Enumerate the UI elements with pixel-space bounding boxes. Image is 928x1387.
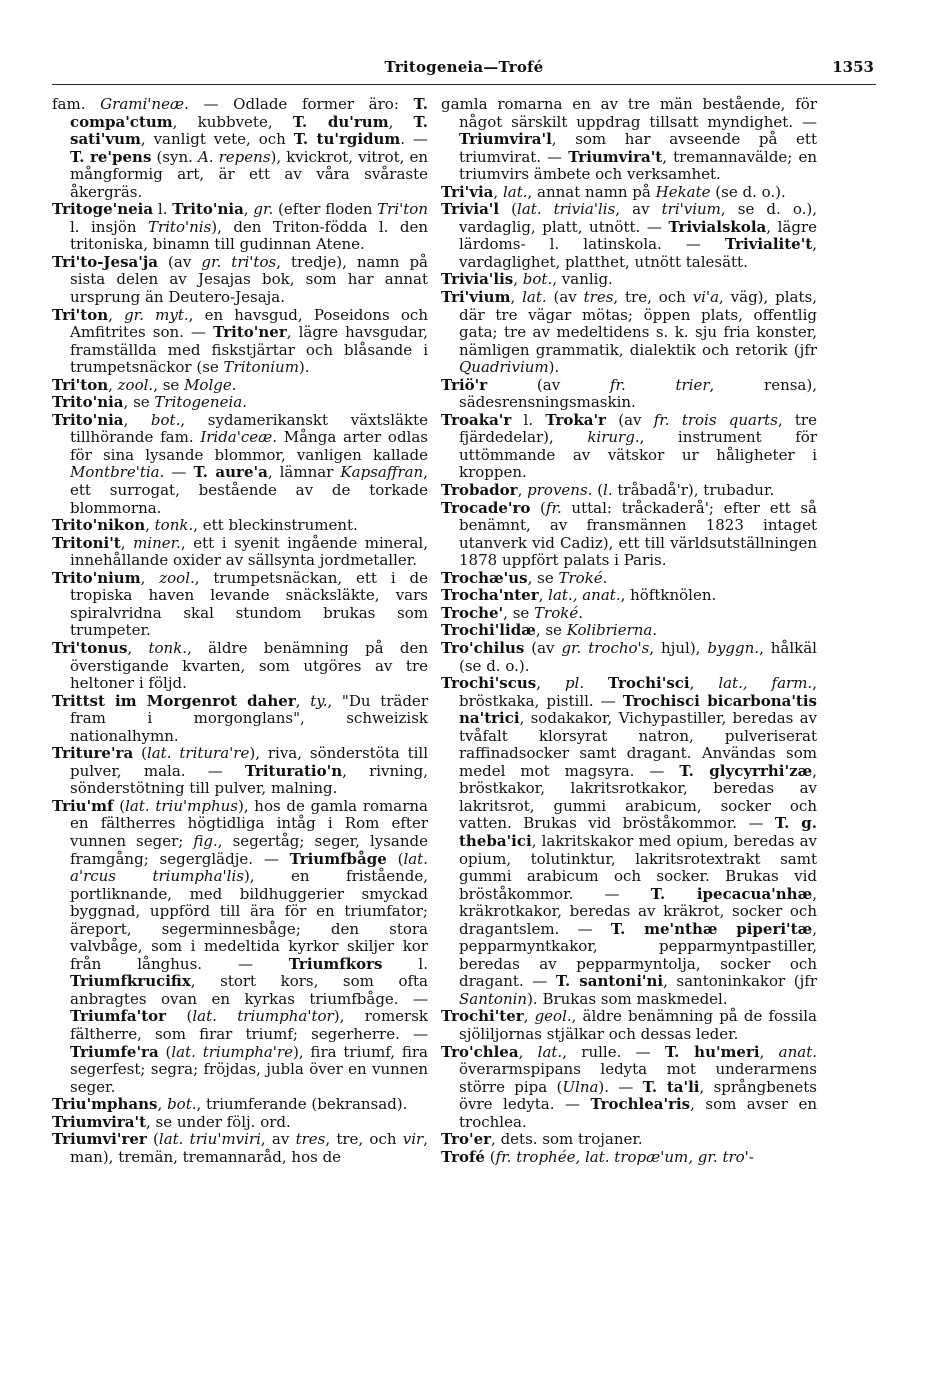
dictionary-entry — [52, 745, 428, 798]
entry-text: ), en fristående, portliknande, med bildhuggerier smyckad byggnad, uppförd till ära för en triumfator; äreport, segerminnesbåge; den stora valvbåge, som i medeltida kyrkor skiljer kor från långhus. — — [70, 867, 428, 973]
entry-italic-text: vir — [402, 1130, 424, 1149]
entry-headword: Triumfbåge — [289, 849, 387, 868]
dictionary-entry — [52, 640, 428, 693]
entry-text: , lämnar — [267, 463, 341, 482]
entry-text: gamla romarna en av tre män bestående, för något särskilt uppdrag tillsatt myndighet. — — [441, 95, 817, 131]
entry-text: , sydamerikanskt växtsläkte tillhörande fam. — [70, 410, 428, 447]
entry-italic-text: tonk. — [154, 516, 194, 535]
entry-italic-text: bot. — [522, 270, 553, 289]
entry-text: ( — [592, 481, 604, 500]
entry-italic-text: Kolibrierna — [566, 621, 653, 640]
entry-text: l. — [153, 200, 173, 219]
entry-text: , språngbenets övre ledyta. — — [459, 1077, 817, 1114]
entry-text: (av — [605, 410, 654, 429]
entry-italic-text: zool. — [159, 568, 195, 587]
entry-text: , av — [260, 1130, 296, 1149]
entry-text: ( — [530, 498, 546, 517]
entry-text: , se — [123, 393, 155, 412]
dictionary-entry — [441, 289, 817, 377]
entry-headword: Trito'nia — [52, 410, 124, 429]
entry-text: , santoninkakor (jfr — [663, 972, 817, 991]
dictionary-entry — [52, 1131, 428, 1166]
entry-headword: Trito'nia — [52, 393, 124, 412]
entry-italic-text: Irida'ceæ — [200, 428, 273, 447]
dictionary-entry — [52, 201, 428, 254]
header-rule — [52, 84, 876, 85]
entry-headword: Triumfkrucifix — [70, 972, 191, 991]
dictionary-entry — [441, 482, 817, 500]
right-column — [441, 96, 817, 1166]
left-column — [52, 96, 428, 1166]
entry-text: överarmspipans ledyta mot underarmens större pipa ( — [459, 1060, 817, 1096]
entry-headword: Trito'nia — [172, 200, 244, 219]
entry-text: , se under följ. ord. — [146, 1112, 291, 1131]
entry-italic-text: provens. — [527, 481, 593, 500]
dictionary-entry — [52, 96, 428, 201]
entry-headword: T. me'nthæ piperi'tæ — [610, 919, 813, 938]
entry-headword: Trito'ner — [213, 323, 287, 342]
entry-text: , se — [153, 375, 185, 394]
entry-italic-text: zool. — [117, 375, 154, 394]
entry-italic-text: lat. a'rcus triumpha'lis — [70, 849, 428, 886]
entry-text: ( — [499, 200, 518, 219]
entry-italic-text: tres — [583, 288, 614, 307]
entry-italic-text: lat., farm. — [718, 674, 813, 693]
entry-text: ). — — [598, 1077, 643, 1096]
entry-text: , tre, och — [325, 1130, 403, 1149]
dictionary-entry — [52, 798, 428, 1096]
entry-text: , dets. som trojaner. — [491, 1130, 643, 1149]
entry-text: ). Brukas som maskmedel. — [527, 989, 728, 1008]
entry-headword: Trito'nikon — [52, 516, 146, 535]
entry-italic-text: l. — [603, 481, 613, 500]
dictionary-entry — [52, 535, 428, 570]
entry-italic-text: Quadrivium — [459, 358, 549, 377]
entry-italic-text: Troké — [558, 568, 603, 587]
entry-headword: T. re'pens — [70, 147, 152, 166]
entry-text: . — [578, 603, 584, 622]
entry-text: . — [602, 568, 608, 587]
dictionary-entry — [441, 587, 817, 605]
entry-text: , — [538, 586, 549, 605]
dictionary-entry — [441, 570, 817, 588]
entry-italic-text: ty. — [310, 691, 328, 710]
entry-italic-text: Ulna — [562, 1077, 599, 1096]
entry-headword: Triu'mf — [52, 796, 114, 815]
entry-italic-text: Tritonium — [223, 358, 299, 377]
entry-text: , vanlig. — [552, 270, 613, 289]
entry-text: (av — [487, 375, 610, 394]
entry-headword: Troaka'r — [441, 410, 512, 429]
entry-text: , kräkrotkakor, beredas av kräkrot, socker och dragantslem. — — [459, 884, 817, 938]
entry-text: , vardaglighet, platthet, utnött talesätt. — [459, 235, 817, 271]
entry-headword: Trivialite't — [725, 235, 813, 254]
entry-text: tråbadå'r), trubadur. — [612, 481, 775, 500]
entry-text: , rulle. — — [562, 1042, 665, 1061]
dictionary-entry — [441, 1044, 817, 1132]
dictionary-entry — [52, 394, 428, 412]
dictionary-entry — [441, 412, 817, 482]
entry-headword: Trituratio'n — [244, 761, 343, 780]
entry-text: , — [123, 410, 151, 429]
entry-headword: Triumvi'rer — [52, 1130, 147, 1149]
entry-text: , äldre benämning på de fossila sjöliljornas stjälkar och dessas leder. — [459, 1007, 817, 1043]
dictionary-entry — [52, 1096, 428, 1114]
entry-text: . — [652, 621, 658, 640]
entry-text: , äldre benämning på den överstigande kvarten, som utgöres av tre heltoner i följd. — [70, 638, 428, 693]
entry-headword: T. aure'a — [193, 463, 268, 482]
entry-headword: Trochæ'us — [441, 568, 528, 587]
entry-headword: Triture'ra — [52, 744, 134, 763]
dictionary-entry — [441, 605, 817, 623]
entry-text: ), riva, sönderstöta till pulver, mala. — — [70, 744, 429, 780]
entry-text: , — [140, 568, 160, 587]
entry-text: , — [759, 1042, 779, 1061]
dictionary-entry — [52, 570, 428, 640]
entry-text: , väg), plats, där tre vägar mötas; öppen plats, offentlig gata; tre av medeltidens s. k. sju fria konster, nämligen grammatik, dialektik och retorik (jfr — [459, 288, 817, 359]
entry-headword: Trito'nium — [52, 568, 141, 587]
entry-text: ( — [386, 849, 404, 868]
entry-headword: Tro'chlea — [441, 1042, 519, 1061]
entry-text: . Många arter odlas för sina lysande blommor, vanligen kallade — [70, 428, 428, 464]
entry-text: , lakritskakor med opium, beredas av opium, tolutinktur, lakritsrotextrakt samt gummi arabicum och socker. Brukas vid bröståkommor. — — [459, 831, 817, 903]
entry-text: , pepparmyntkakor, pepparmyntpastiller, beredas av pepparmyntolja, socker och dragant. — — [459, 919, 817, 991]
entry-text: ( — [166, 1007, 193, 1026]
entry-text: , ett i syenit ingående mineral, innehållande oxider av sällsynta jordmetaller. — [70, 533, 428, 570]
entry-text: , — [108, 375, 118, 394]
entry-text: , tremannavälde; en triumvirs ämbete och verksamhet. — [459, 147, 817, 184]
dictionary-entry — [441, 271, 817, 289]
entry-text: (av — [157, 252, 202, 271]
entry-text: , lägre havsgudar, framställda med fiskstjärtar och blåsande i trumpetsnäckor (se — [70, 323, 428, 377]
entry-italic-text: Tritogeneia — [154, 393, 243, 412]
entry-text: , — [295, 691, 311, 710]
entry-headword: Trochi'lidæ — [441, 621, 536, 640]
entry-italic-text: pl. — [564, 674, 585, 693]
entry-italic-text: lat. trivia'lis — [517, 200, 616, 219]
entry-italic-text: gr. myt. — [124, 305, 189, 324]
entry-italic-text: Kapsaffran — [340, 463, 424, 482]
dictionary-entry — [441, 1149, 817, 1167]
entry-text: ), fira triumf, fira segerfest; segra; fröjdas, jubla över en vunnen seger. — [70, 1042, 428, 1096]
entry-italic-text: fr. trois quarts — [653, 410, 778, 429]
entry-text: , trumpetsnäckan, ett i de tropiska haven levande snäcksläkte, vars spiralvridna skal stundom brukas som trumpeter. — [70, 568, 428, 640]
entry-italic-text: lat. triumpha'tor — [192, 1007, 334, 1026]
entry-text: ), hos de gamla romarna en fältherres högtidliga intåg i Rom efter vunnen seger; — [70, 796, 428, 850]
entry-text: , tre fjärdedelar), — [459, 410, 817, 447]
entry-text: , bröstkakor, lakritsrotkakor, beredas av lakritsrot, gummi arabicum, socker och vatten. Brukas vid bröståkommor. — — [459, 761, 817, 833]
entry-text: , — [108, 305, 125, 324]
entry-headword: Trobador — [441, 481, 518, 500]
entry-text: ( — [158, 1042, 172, 1061]
entry-italic-text: bot. — [150, 410, 181, 429]
entry-text: l. — [511, 410, 546, 429]
entry-italic-text: gr. tri'tos — [201, 252, 277, 271]
entry-text: , hålkäl (se d. o.). — [459, 638, 817, 675]
entry-text: ( — [133, 744, 147, 763]
entry-text: , annat namn på — [527, 182, 656, 201]
dictionary-entry — [52, 377, 428, 395]
entry-italic-text: lat. triumpha're — [171, 1042, 293, 1061]
entry-headword: Tro'er — [441, 1130, 492, 1149]
entry-text: , stort kors, som ofta anbragtes ovan en kyrkas triumfbåge. — — [70, 972, 428, 1008]
dictionary-entry — [441, 622, 817, 640]
dictionary-entry — [52, 517, 428, 535]
entry-italic-text: Montbre'tia — [70, 463, 160, 482]
entry-text: , hjul), — [649, 638, 708, 657]
entry-headword: Trivialskola — [668, 217, 767, 236]
entry-text: . — — [159, 463, 194, 482]
entry-text: , — [243, 200, 254, 219]
entry-text: , — [493, 182, 503, 201]
entry-headword: T. ipecacua'nhæ — [650, 884, 813, 903]
entry-headword: Triumvira'l — [459, 130, 552, 149]
entry-text: (syn. — [151, 147, 198, 166]
entry-headword: Troche' — [441, 603, 504, 622]
entry-italic-text: fr. trier — [609, 375, 710, 394]
entry-headword: Triu'mphans — [52, 1095, 158, 1114]
entry-headword: T. glycyrrhi'zæ — [679, 761, 813, 780]
entry-text: , se — [535, 621, 567, 640]
entry-headword: Troka'r — [545, 410, 606, 429]
entry-headword: Triumvira't — [52, 1112, 147, 1131]
dictionary-entry — [52, 412, 428, 517]
entry-headword: Tri'tonus — [52, 638, 128, 657]
dictionary-entry — [441, 184, 817, 202]
entry-italic-text: fr. trophée, lat. tropæ'um, gr. tro'- — [495, 1147, 754, 1166]
page-number: 1353 — [832, 58, 874, 76]
dictionary-entry — [441, 1131, 817, 1149]
entry-headword: Triumfkors — [288, 954, 383, 973]
entry-italic-text: Hekate — [655, 182, 711, 201]
entry-text: fam. — [52, 95, 101, 113]
entry-headword: Tritoni't — [52, 533, 121, 552]
entry-headword: Tritoge'neia — [52, 200, 154, 219]
entry-italic-text: tri'vium — [661, 200, 721, 219]
entry-italic-text: lat. triu'mviri — [158, 1130, 261, 1149]
entry-italic-text: tres — [295, 1130, 326, 1149]
dictionary-entry — [441, 96, 817, 184]
entry-headword: Trochi'scus — [441, 674, 537, 693]
entry-text: , rensa), sädesrensningsmaskin. — [459, 375, 817, 412]
entry-headword: T. hu'meri — [664, 1042, 760, 1061]
entry-text: , ett surrogat, bestående av de torkade blommorna. — [70, 463, 428, 517]
dictionary-entry — [441, 377, 817, 412]
entry-italic-text: kirurg. — [587, 428, 640, 447]
entry-italic-text: fig. — [193, 831, 218, 850]
entry-text: , se — [527, 568, 559, 587]
entry-text: , sodakakor, Vichypastiller, beredas av tvåfalt klorsyrat natron, pulveriserat raffinadsocker samt dragant. Användas som medel mot magsyra. — — [459, 709, 817, 780]
entry-headword: Triumfe'ra — [70, 1042, 159, 1061]
entry-text: , kubbvete, — [172, 112, 293, 131]
entry-headword: T. tu'rgidum — [293, 130, 401, 149]
entry-text: , "Du träder fram i morgonglans", schweizisk nationalhymn. — [70, 691, 428, 745]
entry-italic-text: vi'a — [692, 288, 720, 307]
entry-headword: Trochi'ter — [441, 1007, 524, 1026]
entry-text: , av — [615, 200, 662, 219]
entry-text: , som avser en trochlea. — [459, 1095, 817, 1131]
entry-italic-text: bot. — [167, 1095, 197, 1114]
entry-text: (av — [546, 288, 584, 307]
entry-text: , segertåg; seger, lysande framgång; segerglädje. — — [70, 831, 428, 868]
dictionary-entry — [441, 201, 817, 271]
entry-headword: Trochlea'ris — [590, 1095, 691, 1114]
entry-text: , ett bleckinstrument. — [193, 516, 358, 535]
dictionary-entry — [441, 1008, 817, 1043]
entry-text: . — — [400, 130, 428, 149]
entry-text: , se d. o.), vardaglig, platt, utnött. — — [459, 200, 817, 236]
entry-text: , — [518, 1042, 538, 1061]
dictionary-entry — [52, 307, 428, 377]
entry-italic-text: lat. — [537, 1042, 563, 1061]
entry-headword: Trofé — [441, 1147, 485, 1166]
entry-italic-text: Troké — [534, 603, 579, 622]
entry-text: ( — [113, 796, 126, 815]
dictionary-entry — [441, 500, 817, 570]
entry-headword: Trocha'nter — [441, 586, 539, 605]
entry-italic-text: gr. trocho's — [561, 638, 650, 657]
entry-italic-text: lat., anat. — [548, 586, 621, 605]
entry-text: , instrument för uttömmande av vätskor ur håligheter i kroppen. — [459, 428, 817, 482]
entry-italic-text: Tri'ton — [377, 200, 428, 219]
entry-headword: Tro'chilus — [441, 638, 525, 657]
entry-italic-text: byggn. — [707, 638, 760, 657]
entry-headword: T. compa'ctum — [70, 95, 428, 131]
running-header-title: Tritogeneia—Trofé — [384, 58, 544, 76]
entry-italic-text: tonk. — [148, 638, 188, 657]
entry-italic-text: A. repens — [197, 147, 271, 166]
entry-text: , triumferande (bekransad). — [196, 1095, 408, 1114]
entry-headword: Trivia'lis — [441, 270, 514, 289]
entry-text: , tre, och — [613, 288, 693, 307]
entry-headword: T. santoni'ni — [555, 972, 664, 991]
entry-text: ). — [298, 358, 310, 377]
entry-text: , vanligt vete, och — [140, 130, 294, 149]
entry-italic-text: Molge — [184, 375, 232, 394]
entry-headword: T. du'rum — [292, 112, 389, 131]
entry-italic-text: lat. triu'mphus — [125, 796, 238, 815]
entry-text: , — [536, 674, 565, 693]
entry-headword: Tri'ton — [52, 305, 109, 324]
entry-text: , — [513, 270, 523, 289]
entry-headword: Tri'ton — [52, 375, 109, 394]
entry-headword: Trittst im Morgenrot daher — [52, 691, 296, 710]
entry-italic-text: fr. — [545, 498, 562, 517]
entry-text: , tredje), namn på sista delen av Jesajas bok, som har annat ursprung än Deutero-Jesaja. — [70, 252, 428, 307]
entry-text: , en havsgud, Poseidons och Amfitrites son. — — [70, 305, 428, 342]
entry-text: , man), tremän, tremannaråd, hos de — [70, 1130, 428, 1166]
entry-text: (se d. o.). — [710, 182, 786, 201]
entry-headword: Tri'vium — [441, 288, 511, 307]
entry-text: , — [157, 1095, 168, 1114]
entry-headword: Tri'to-Jesa'ja — [52, 252, 158, 271]
dictionary-entry — [52, 254, 428, 307]
entry-text: . — [242, 393, 247, 412]
entry-italic-text: lat. — [522, 288, 547, 307]
entry-text: l. insjön — [70, 217, 148, 236]
entry-headword: Triö'r — [441, 375, 488, 394]
entry-italic-text: geol. — [534, 1007, 572, 1026]
entry-text: , — [145, 516, 155, 535]
entry-italic-text: anat. — [778, 1042, 817, 1061]
entry-text: ( — [146, 1130, 159, 1149]
entry-italic-text: Grami'neæ — [100, 95, 185, 113]
entry-headword: Tri'via — [441, 182, 494, 201]
entry-text: (efter floden — [273, 200, 378, 219]
entry-headword: Trocade'ro — [441, 498, 531, 517]
entry-text: ( — [484, 1147, 496, 1166]
entry-text: . — [231, 375, 237, 394]
entry-headword: Triumvira't — [568, 147, 663, 166]
entry-headword: Trochi'sci — [608, 674, 690, 693]
entry-text: l. — [382, 954, 428, 973]
entry-text: , höftknölen. — [620, 586, 717, 605]
entry-text: uttal: tråckaderå'; efter ett så benämnt, av fransmännen 1823 intaget utanverk vid Cadiz), ett till världsutställningen 1878 uppfört palats i Paris. — [459, 498, 818, 570]
entry-text: , — [517, 481, 528, 500]
entry-text: , — [120, 533, 134, 552]
entry-text: , — [510, 288, 523, 307]
entry-headword: T. ta'li — [642, 1077, 700, 1096]
entry-text: ), den Triton-födda l. den tritoniska, binamn till gudinnan Atene. — [70, 217, 428, 254]
entry-italic-text: Trito'nis — [147, 217, 212, 236]
entry-italic-text: lat. — [502, 182, 528, 201]
entry-text: ). — [548, 358, 560, 377]
entry-text: , — [689, 674, 719, 693]
dictionary-entry — [52, 693, 428, 746]
entry-headword: Trochisci bicarbona'tis na'trici — [459, 691, 817, 728]
entry-text: , — [127, 638, 149, 657]
entry-text: . — Odlade former äro: — [184, 95, 414, 113]
entry-italic-text: gr. — [253, 200, 274, 219]
entry-text: , som har avseende på ett triumvirat. — — [459, 130, 817, 166]
entry-text: ), kvickrot, vitrot, en mångformig art, är ett av våra svåraste åkergräs. — [70, 147, 428, 201]
dictionary-entry — [52, 1114, 428, 1132]
entry-headword: Trivia'l — [441, 200, 500, 219]
dictionary-entry — [441, 640, 817, 675]
entry-headword: Triumfa'tor — [70, 1007, 167, 1026]
entry-headword: T. sati'vum — [70, 112, 428, 149]
entry-italic-text: lat. tritura're — [146, 744, 250, 763]
entry-text: , bröstkaka, pistill. — — [459, 674, 817, 710]
entry-italic-text: miner. — [133, 533, 181, 552]
entry-text: , rivning, sönderstötning till pulver, malning. — [70, 761, 429, 798]
entry-text: ), romersk fältherre, som firar triumf; segerherre. — — [70, 1007, 429, 1043]
entry-italic-text: Santonin — [459, 989, 528, 1008]
entry-headword: T. g. theba'ici — [459, 814, 818, 850]
entry-text — [584, 674, 608, 692]
entry-text: , lägre lärdoms- l. latinskola. — — [459, 217, 817, 254]
entry-text: , se — [503, 603, 535, 622]
entry-text: (av — [524, 638, 562, 657]
entry-text: , — [388, 112, 414, 131]
entry-text: , — [523, 1007, 535, 1026]
dictionary-entry — [441, 675, 817, 1008]
